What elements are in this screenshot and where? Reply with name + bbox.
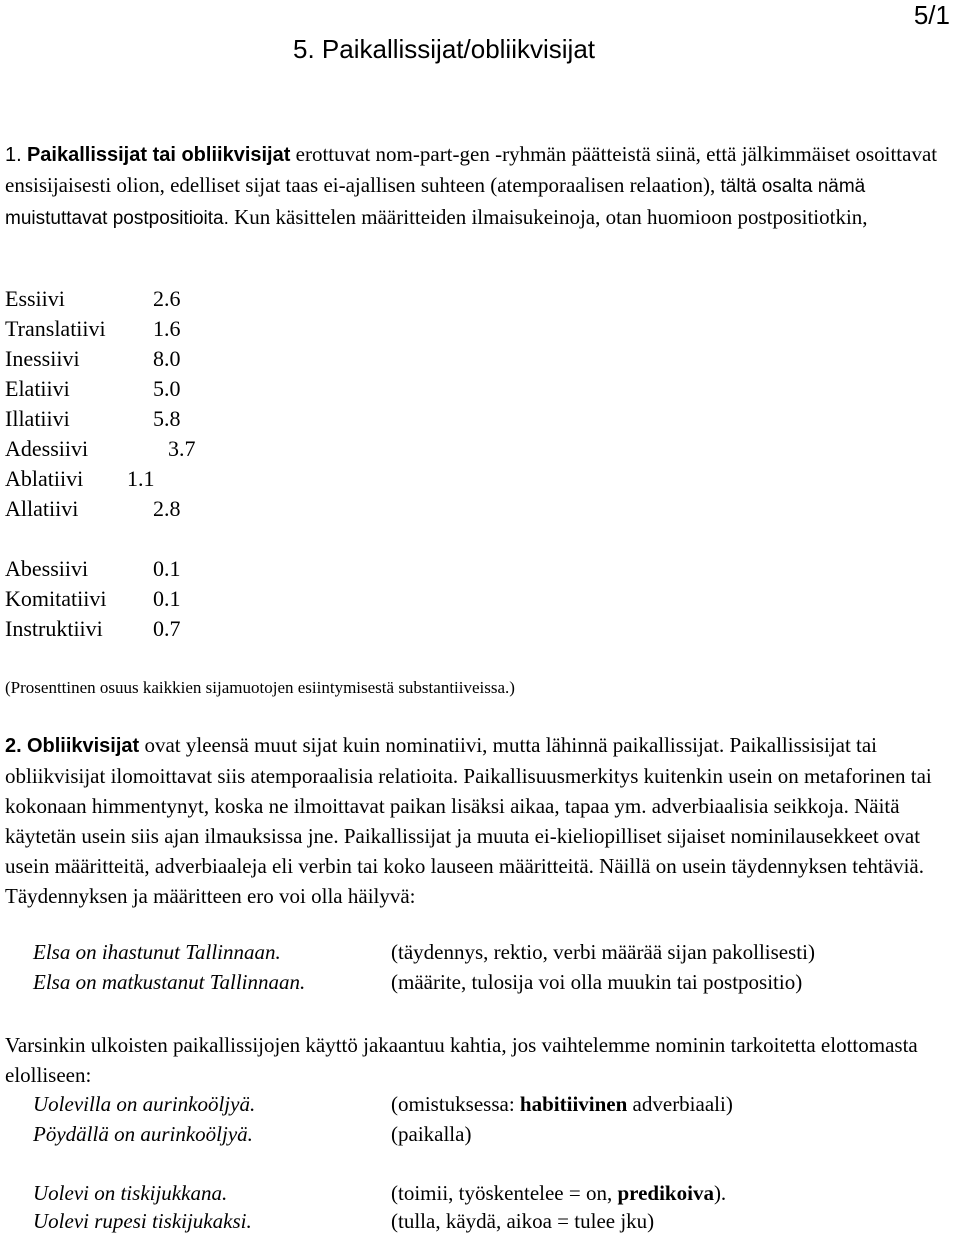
example-text: Elsa on ihastunut Tallinnaan. <box>33 940 281 964</box>
table-note: (Prosenttinen osuus kaikkien sijamuotojen esiintymisestä substantiiveissa.) <box>5 678 515 697</box>
example-sentence <box>33 1092 255 1117</box>
case-name: Instruktiivi <box>5 616 103 641</box>
example-gloss <box>391 1092 733 1117</box>
section-1-paragraph <box>5 139 945 234</box>
case-name: Translatiivi <box>5 316 106 341</box>
case-row <box>5 586 181 612</box>
example-sentence <box>33 1209 252 1234</box>
case-row <box>5 346 181 372</box>
gloss-bold: predikoiva <box>617 1181 714 1205</box>
case-value: 8.0 <box>153 346 181 371</box>
example-gloss <box>391 1209 654 1234</box>
case-value: 3.7 <box>168 436 196 461</box>
gloss-pre: (paikalla) <box>391 1122 472 1146</box>
example-gloss <box>391 940 815 965</box>
page-title: 5. Paikallissijat/obliikvisijat <box>293 34 595 64</box>
case-row <box>5 496 181 522</box>
case-row <box>5 286 181 312</box>
gloss-pre: (tulla, käydä, aikoa = tulee jku) <box>391 1209 655 1233</box>
case-row <box>5 316 181 342</box>
example-gloss <box>391 1181 726 1206</box>
case-value: 5.8 <box>153 406 181 431</box>
example-sentence <box>33 1122 253 1147</box>
example-text: Uolevi rupesi tiskijukaksi. <box>33 1209 252 1233</box>
gloss-post: ). <box>713 1181 727 1205</box>
example-text: Uolevi on tiskijukkana. <box>33 1181 228 1205</box>
case-value: 5.0 <box>153 376 181 401</box>
case-value: 0.1 <box>153 556 181 581</box>
section-1-text-sans: tältä osalta nämä muistuttavat postpositioita. <box>5 176 866 229</box>
case-value: 0.1 <box>153 586 181 611</box>
case-name: Essiivi <box>5 286 65 311</box>
gloss-bold: habitiivinen <box>519 1092 628 1116</box>
case-name: Komitatiivi <box>5 586 107 611</box>
case-row <box>5 376 181 402</box>
case-row <box>5 436 196 462</box>
page-number: 5/1 <box>913 0 950 30</box>
gloss-pre: (toimii, työskentelee = on, <box>391 1181 613 1205</box>
section-1-text: erottuvat nom-part-gen -ryhmän päätteistä siinä, että jälkimmäiset osoittavat ensisijaisesti olion, edelliset sijat taas ei-ajallisen suhteen (atemporaalisen relaation), <box>5 142 938 197</box>
example-sentence <box>33 1181 227 1206</box>
case-value: 0.7 <box>153 616 181 641</box>
example-gloss <box>391 1122 471 1147</box>
case-name: Ablatiivi <box>5 466 84 491</box>
case-value: 1.1 <box>127 466 155 491</box>
gloss-text: (määrite, tulosija voi olla muukin tai postpositio) <box>391 970 803 994</box>
case-value: 2.8 <box>153 496 181 521</box>
case-name: Illatiivi <box>5 406 70 431</box>
case-row <box>5 556 181 582</box>
case-name: Elatiivi <box>5 376 70 401</box>
case-name: Allatiivi <box>5 496 79 521</box>
section-3-paragraph <box>5 1030 950 1090</box>
case-row <box>5 406 181 432</box>
gloss-pre: (omistuksessa: <box>391 1092 515 1116</box>
section-2-paragraph <box>5 730 950 911</box>
case-value: 2.6 <box>153 286 181 311</box>
section-2-number: 2. <box>5 735 22 757</box>
example-gloss <box>391 970 802 995</box>
case-value: 1.6 <box>153 316 181 341</box>
case-name: Inessiivi <box>5 346 80 371</box>
case-name: Adessiivi <box>5 436 89 461</box>
example-sentence <box>33 970 305 995</box>
example-text: Uolevilla on aurinkoöljyä. <box>33 1092 256 1116</box>
example-sentence <box>33 940 281 965</box>
gloss-post: adverbiaali) <box>632 1092 733 1116</box>
section-1-text-2: Kun käsittelen määritteiden ilmaisukeinoja, otan huomioon postpositiotkin, <box>234 205 868 229</box>
case-name: Abessiivi <box>5 556 89 581</box>
section-1-term: Paikallissijat tai obliikvisijat <box>26 144 291 166</box>
case-row <box>5 616 181 642</box>
section-3-text: Varsinkin ulkoisten paikallissijojen käyttö jakaantuu kahtia, jos vaihtelemme nominin tarkoitetta elottomasta elolliseen: <box>5 1033 918 1087</box>
section-2-term: Obliikvisijat <box>26 735 140 757</box>
gloss-text: (täydennys, rektio, verbi määrää sijan pakollisesti) <box>391 940 815 964</box>
example-text: Pöydällä on aurinkoöljyä. <box>33 1122 253 1146</box>
case-row <box>5 466 155 492</box>
section-1-number: 1. <box>5 144 22 166</box>
example-text: Elsa on matkustanut Tallinnaan. <box>33 970 306 994</box>
section-2-text: ovat yleensä muut sijat kuin nominatiivi, mutta lähinnä paikallissijat. Paikallissisijat tai obliikvisijat ilomoittavat siis atemporaalisia relatioita. Paikallisuusmerkitys kuitenkin usein on metaforinen tai kokonaan himmentynyt, koska ne ilmoittavat paikan lisäksi aikaa, tapaa ym. adverbiaalisia seikkoja. Näitä käytetän usein siis ajan ilmauksissa jne. Paikallissijat ja muuta ei-kieliopilliset sijaiset nominilausekkeet ovat usein määritteitä, adverbiaaleja eli verbin tai koko lauseen määritteitä. Näillä on usein täydennyksen tehtäviä. Täydennyksen ja määritteen ero voi olla häilyvä: <box>5 733 932 908</box>
